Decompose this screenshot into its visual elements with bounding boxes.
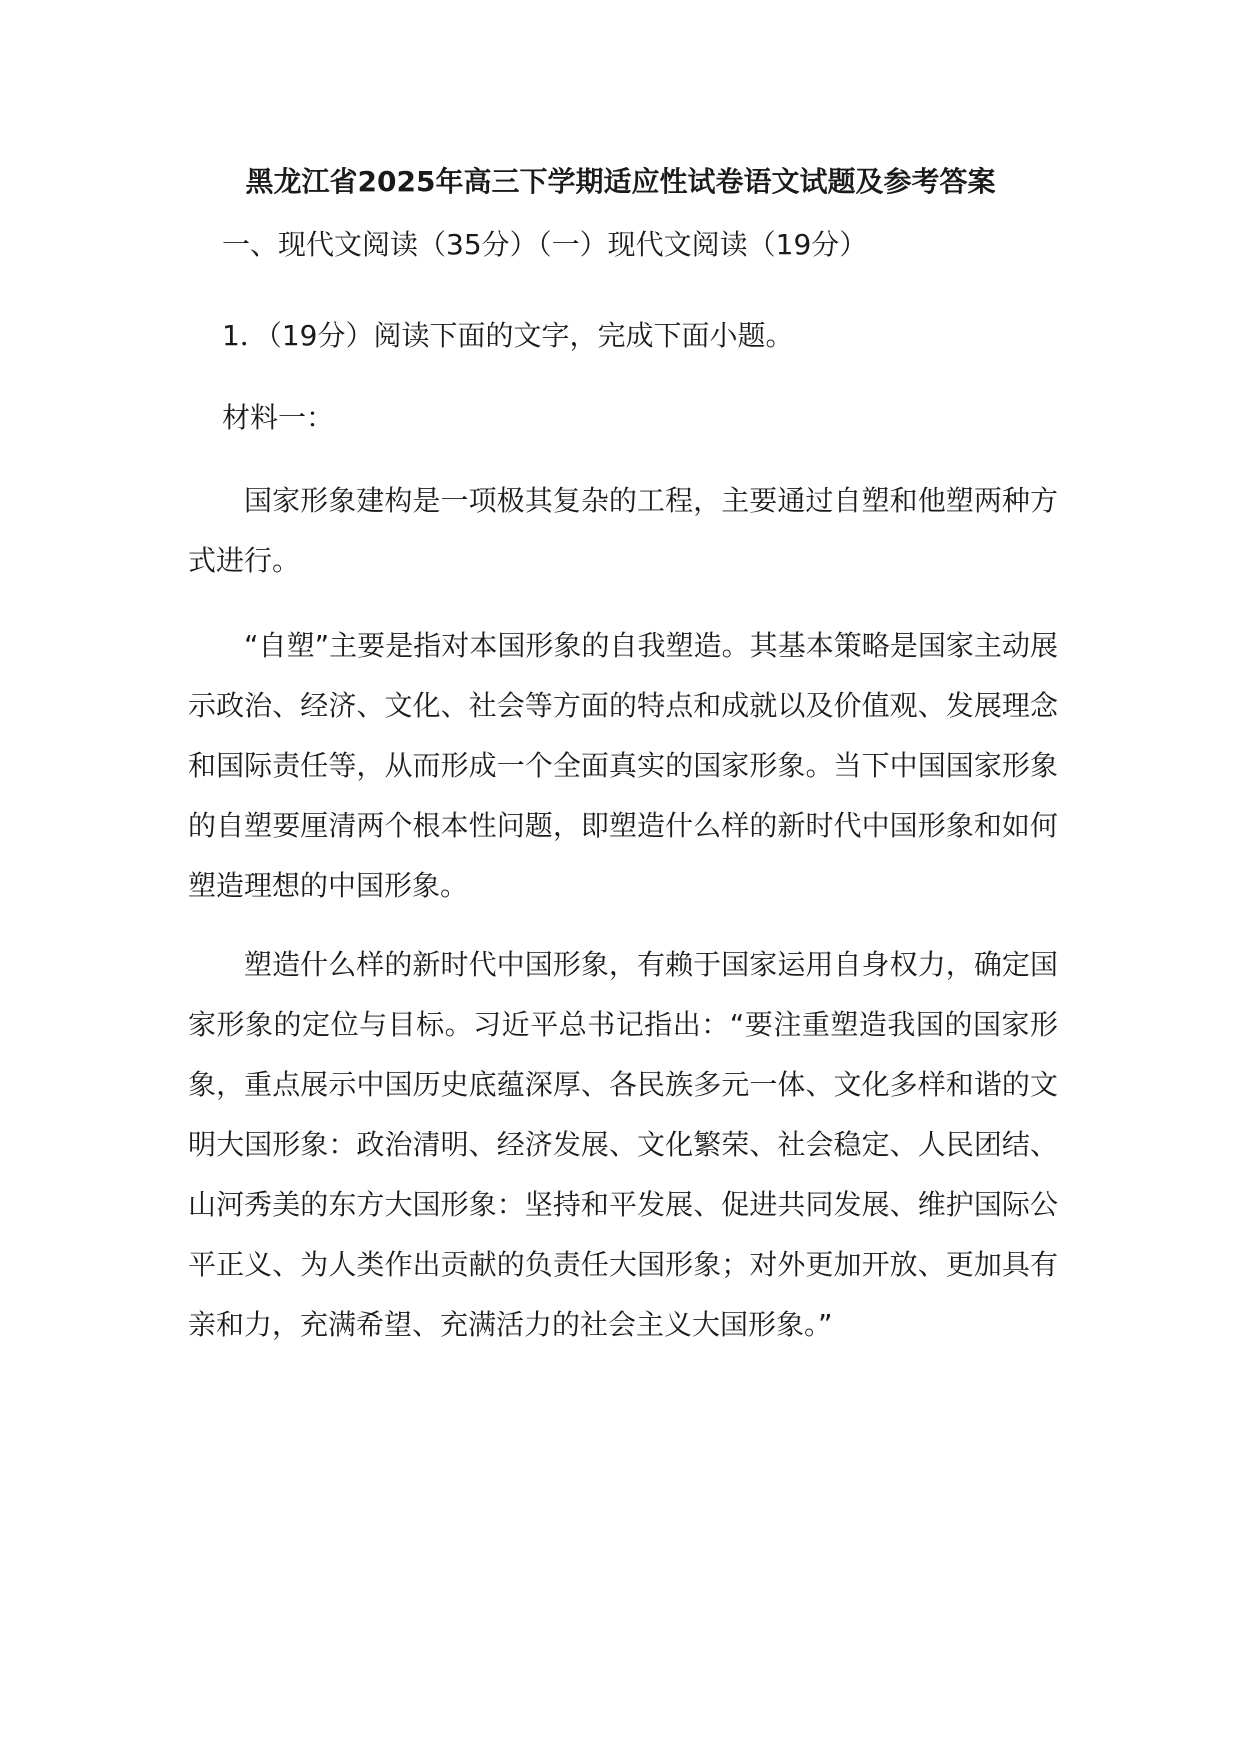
paragraph-3: 塑造什么样的新时代中国形象，有赖于国家运用自身权力，确定国家形象的定位与目标。习近平总书记指出：“要注重塑造我国的国家形象，重点展示中国历史底蕴深厚、各民族多元一体、文化多样和谐的文明大国形象：政治清明、经济发展、文化繁荣、社会稳定、人民团结、山河秀美的东方大国形象：坚持和平发展、促进共同发展、维护国际公平正义、为人类作出贡献的负责任大国形象；对外更加开放、更加具有亲和力，充满希望、充满活力的社会主义大国形象。” [188,948,1058,1341]
material-label: 材料一： [222,401,335,434]
paragraph-1: 国家形象建构是一项极其复杂的工程，主要通过自塑和他塑两种方式进行。 [188,484,1058,577]
document-title: 黑龙江省2025年高三下学期适应性试卷语文试题及参考答案 [245,165,996,198]
section-heading: 一、现代文阅读（35分）（一）现代文阅读（19分） [222,228,868,261]
question-prompt: 1．（19分）阅读下面的文字，完成下面小题。 [222,319,794,352]
paragraph-2: “自塑”主要是指对本国形象的自我塑造。其基本策略是国家主动展示政治、经济、文化、社会等方面的特点和成就以及价值观、发展理念和国际责任等，从而形成一个全面真实的国家形象。当下中国国家形象的自塑要厘清两个根本性问题，即塑造什么样的新时代中国形象和如何塑造理想的中国形象。 [188,629,1058,902]
